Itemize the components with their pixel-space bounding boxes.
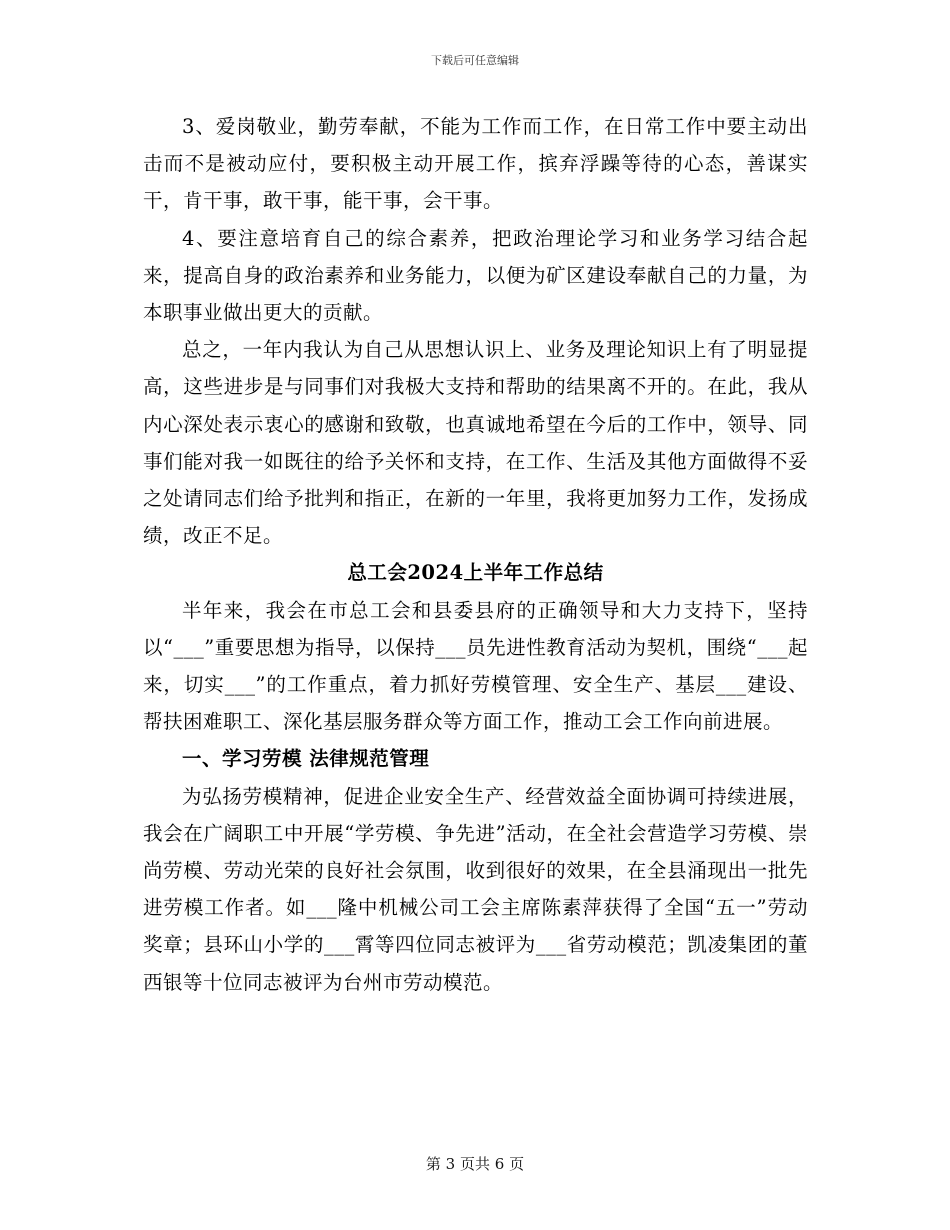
- paragraph-item-3: 3、爱岗敬业，勤劳奉献，不能为工作而工作，在日常工作中要主动出击而不是被动应付，要积极主动开展工作，摈弃浮躁等待的心态，善谋实干，肯干事，敢干事，能干事，会干事。: [143, 115, 808, 213]
- paragraph-section-1: 为弘扬劳模精神，促进企业安全生产、经营效益全面协调可持续进展，我会在广阔职工中开展“学劳模、争先进”活动，在全社会营造学习劳模、崇尚劳模、劳动光荣的良好社会氛围，收到很好的效果，在全县涌现出一批先进劳模工作者。如___隆中机械公司工会主席陈素萍获得了全国“五一”劳动奖章；县环山小学的___霄等四位同志被评为___省劳动模范；凯凌集团的董西银等十位同志被评为台州市劳动模范。: [143, 784, 808, 994]
- paragraph-conclusion: 总之，一年内我认为自己从思想认识上、业务及理论知识上有了明显提高，这些进步是与同事们对我极大支持和帮助的结果离不开的。在此，我从内心深处表示衷心的感谢和致敬，也真诚地希望在今后的工作中，领导、同事们能对我一如既往的给予关怀和支持，在工作、生活及其他方面做得不妥之处请同志们给予批判和指正，在新的一年里，我将更加努力工作，发扬成绩，改正不足。: [143, 338, 808, 548]
- paragraph-intro: 半年来，我会在市总工会和县委县府的正确领导和大力支持下，坚持以“___”重要思想为指导，以保持___员先进性教育活动为契机，围绕“___起来，切实___”的工作重点，着力抓好劳模管理、安全生产、基层___建设、帮扶困难职工、深化基层服务群众等方面工作，推动工会工作向前进展。: [143, 598, 808, 734]
- document-title: 总工会2024上半年工作总结: [347, 561, 604, 585]
- document-body: [143, 108, 808, 1001]
- page-header: 下载后可任意编辑: [431, 54, 519, 67]
- paragraph-item-4: 4、要注意培育自己的综合素养，把政治理论学习和业务学习结合起来，提高自身的政治素养和业务能力，以便为矿区建设奉献自己的力量，为本职事业做出更大的贡献。: [143, 226, 808, 325]
- section-heading-1: 一、学习劳模 法律规范管理: [182, 747, 430, 771]
- page-footer: 第 3 页共 6 页: [425, 1155, 525, 1173]
